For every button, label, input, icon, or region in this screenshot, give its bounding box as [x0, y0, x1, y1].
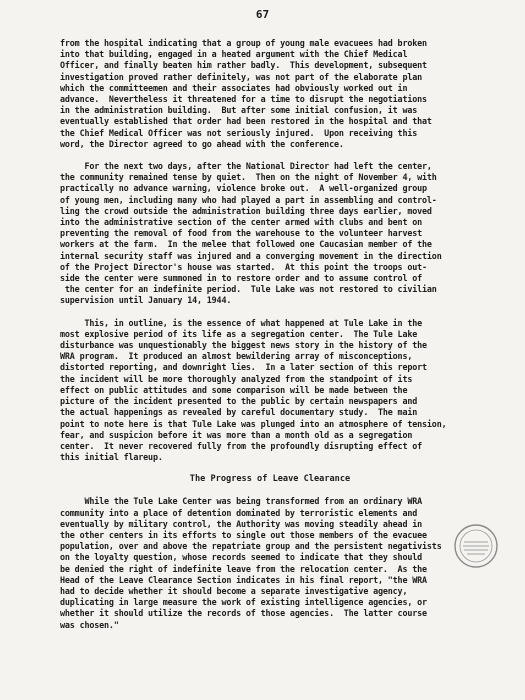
- text-line: For the next two days, after the National Director had left the center,: [60, 161, 432, 172]
- paragraph-4: [60, 496, 480, 630]
- text-line: community into a place of detention dominated by terroristic elements and: [60, 507, 418, 518]
- text-line: the other centers in its efforts to single out those members of the evacuee: [60, 529, 427, 540]
- text-line: advance. Nevertheless it threatened for a time to disrupt the negotiations: [60, 94, 427, 105]
- text-line: Officer, and finally beaten him rather badly. This development, subsequent: [60, 60, 427, 71]
- text-line: on the loyalty question, whose records seemed to indicate that they should: [60, 552, 423, 563]
- paragraph-2: [60, 161, 480, 307]
- text-line: population, over and above the repatriate group and the persistent negativists: [60, 541, 442, 552]
- text-line: While the Tule Lake Center was being transformed from an ordinary WRA: [60, 496, 423, 507]
- text-line: picture of the incident presented to the public by certain newspapers and: [60, 396, 418, 407]
- section-heading: The Progress of Leave Clearance: [189, 474, 351, 485]
- text-line: center. It never recovered fully from the profoundly disrupting effect of: [60, 440, 423, 451]
- text-line: the community remained tense by quiet. Then on the night of November 4, with: [60, 172, 437, 183]
- text-line: which the committeemen and their associates had obviously worked out in: [60, 82, 408, 93]
- text-line: supervision until January 14, 1944.: [60, 295, 232, 306]
- text-line: the center for an indefinite period. Tule Lake was not restored to civilian: [60, 284, 437, 295]
- text-line: Head of the Leave Clearance Section indicates in his final report, "the WRA: [60, 574, 427, 585]
- text-line: whether it should utilize the records of those agencies. The latter course: [60, 608, 427, 619]
- page-number: 67: [255, 8, 270, 21]
- text-line: in the administration building. But after some initial confusion, it was: [60, 105, 418, 116]
- text-line: effect on public attitudes and some comparison will be made between the: [60, 384, 408, 395]
- text-line: of young men, including many who had played a part in assembling and control-: [60, 194, 437, 205]
- text-line: of the Project Director's house was started. At this point the troops out-: [60, 261, 427, 272]
- text-line: preventing the removal of food from the warehouse to the volunteer harvest: [60, 228, 423, 239]
- text-line: this initial flareup.: [60, 452, 163, 463]
- text-line: into the administrative section of the center armed with clubs and bent on: [60, 217, 423, 228]
- text-line: investigation proved rather definitely, was not part of the elaborate plan: [60, 71, 423, 82]
- text-line: eventually established that order had been restored in the hospital and that: [60, 116, 432, 127]
- text-line: fear, and suspicion before it was more than a month old as a segregation: [60, 429, 413, 440]
- text-line: the Chief Medical Officer was not seriously injured. Upon receiving this: [60, 127, 418, 138]
- text-line: WRA program. It produced an almost bewildering array of misconceptions,: [60, 351, 413, 362]
- text-line: was chosen.": [60, 619, 119, 630]
- text-line: ling the crowd outside the administration building three days earlier, moved: [60, 205, 432, 216]
- text-line: distorted reporting, and downright lies. In a later section of this report: [60, 362, 427, 373]
- text-line: eventually by military control, the Authority was moving steadily ahead in: [60, 518, 423, 529]
- text-line: be denied the right of indefinite leave from the relocation center. As the: [60, 563, 427, 574]
- text-line: the actual happenings as revealed by careful documentary study. The main: [60, 407, 418, 418]
- text-line: duplicating in large measure the work of existing intelligence agencies, or: [60, 597, 427, 608]
- text-line: most explosive period of its life as a segregation center. The Tule Lake: [60, 328, 418, 339]
- text-line: word, the Director agreed to go ahead with the conference.: [60, 138, 344, 149]
- text-line: into that building, engaged in a heated argument with the Chief Medical: [60, 49, 408, 60]
- text-line: point to note here is that Tule Lake was plunged into an atmosphere of tension,: [60, 418, 447, 429]
- library-stamp-icon: [453, 523, 499, 569]
- text-line: the incident will be more thoroughly analyzed from the standpoint of its: [60, 373, 413, 384]
- text-line: practically no advance warning, violence broke out. A well-organized group: [60, 183, 427, 194]
- text-line: internal security staff was injured and a converging movement in the direction: [60, 250, 442, 261]
- text-line: had to decide whether it should become a separate investigative agency,: [60, 585, 408, 596]
- text-line: disturbance was unquestionably the biggest news story in the history of the: [60, 340, 427, 351]
- body-text: [60, 38, 480, 631]
- text-line: side the center were summoned in to restore order and to assume control of: [60, 273, 423, 284]
- text-line: workers at the farm. In the melee that followed one Caucasian member of the: [60, 239, 432, 250]
- text-line: This, in outline, is the essence of what happened at Tule Lake in the: [60, 317, 423, 328]
- text-line: from the hospital indicating that a group of young male evacuees had broken: [60, 38, 427, 48]
- paragraph-1: [60, 38, 480, 150]
- paragraph-3: [60, 318, 480, 464]
